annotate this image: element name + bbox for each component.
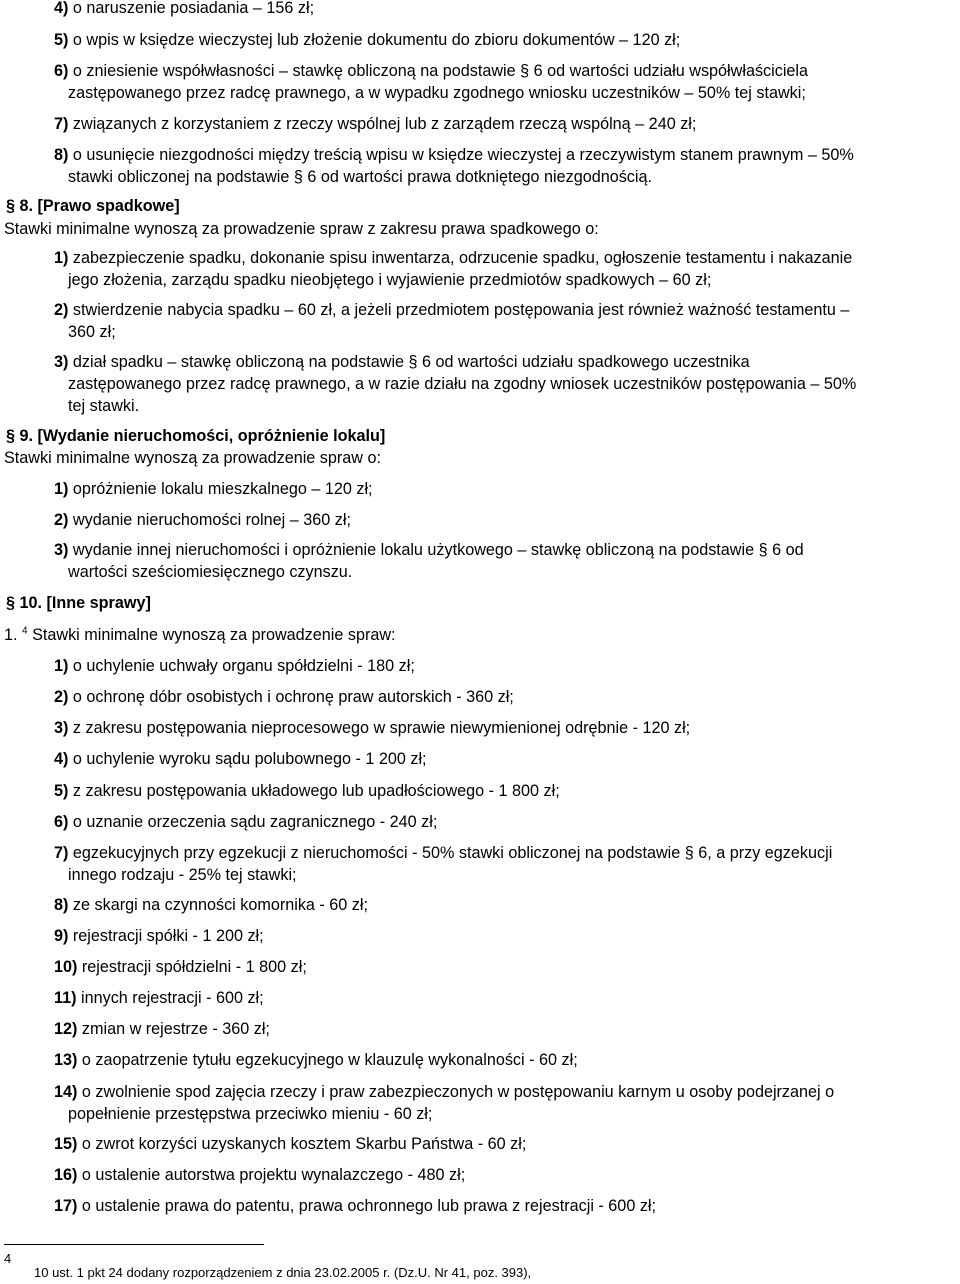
item-text-continuation: zastępowanego przez radcę prawnego, a w wypadku zgodnego wniosku uczestników – 50% tej stawki; xyxy=(68,84,806,102)
item-text: opróżnienie lokalu mieszkalnego – 120 zł; xyxy=(72,480,373,498)
item-text-continuation: wartości sześciomiesięcznego czynszu. xyxy=(68,563,353,581)
item-text: rejestracji spółdzielni - 1 800 zł; xyxy=(81,958,307,976)
item-text: o naruszenie posiadania – 156 zł; xyxy=(72,0,315,17)
item-number: 17) xyxy=(54,1197,78,1215)
item-number: 3) xyxy=(54,719,69,737)
item-text: z zakresu postępowania nieprocesowego w sprawie niewymienionej odrębnie - 120 zł; xyxy=(72,719,691,737)
list-item xyxy=(54,1081,957,1125)
item-text-continuation: innego rodzaju - 25% tej stawki; xyxy=(68,866,297,884)
list-item xyxy=(54,29,957,51)
item-text: o uchylenie uchwały organu spółdzielni - 180 zł; xyxy=(72,657,415,675)
list-item xyxy=(54,509,957,531)
item-number: 3) xyxy=(54,353,69,371)
item-text: ze skargi na czynności komornika - 60 zł; xyxy=(72,896,368,914)
list-item xyxy=(54,842,957,886)
footnote-ref: 4 xyxy=(22,625,28,637)
item-number: 5) xyxy=(54,31,69,49)
item-text-continuation: popełnienie przestępstwa przeciwko mieniu - 60 zł; xyxy=(68,1105,433,1123)
item-text: innych rejestracji - 600 zł; xyxy=(81,989,264,1007)
item-text: o zwolnienie spod zajęcia rzeczy i praw zabezpieczonych w postępowaniu karnym u osoby podejrzanej o xyxy=(81,1083,835,1101)
item-number: 8) xyxy=(54,146,69,164)
footnote-separator xyxy=(4,1244,264,1245)
list-item xyxy=(54,1195,957,1217)
list-item xyxy=(54,894,957,916)
list-item xyxy=(54,299,957,343)
item-number: 2) xyxy=(54,688,69,706)
item-number: 5) xyxy=(54,782,69,800)
list-item xyxy=(54,1049,957,1071)
item-text: o ustalenie prawa do patentu, prawa ochronnego lub prawa z rejestracji - 600 zł; xyxy=(81,1197,657,1215)
list-item xyxy=(54,655,957,677)
item-number: 7) xyxy=(54,844,69,862)
item-number: 11) xyxy=(54,989,77,1007)
list-item xyxy=(54,478,957,500)
paragraph-number: 1. xyxy=(4,626,18,644)
item-number: 10) xyxy=(54,958,78,976)
item-text: o uchylenie wyroku sądu polubownego - 1 200 zł; xyxy=(72,750,427,768)
section-heading: § 10. [Inne sprawy] xyxy=(6,594,151,612)
item-text: o zniesienie współwłasności – stawkę obliczoną na podstawie § 6 od wartości udziału współwłaściciela xyxy=(72,62,809,80)
item-number: 7) xyxy=(54,115,69,133)
item-text: o uznanie orzeczenia sądu zagranicznego - 240 zł; xyxy=(72,813,438,831)
section-intro: Stawki minimalne wynoszą za prowadzenie spraw o: xyxy=(4,449,381,467)
item-text: o zwrot korzyści uzyskanych kosztem Skarbu Państwa - 60 zł; xyxy=(81,1135,527,1153)
item-text: egzekucyjnych przy egzekucji z nieruchomości - 50% stawki obliczonej na podstawie § 6, a przy egzekucji xyxy=(72,844,833,862)
list-item xyxy=(54,144,957,188)
item-number: 1) xyxy=(54,480,69,498)
item-number: 2) xyxy=(54,511,69,529)
footnote-text: 10 ust. 1 pkt 24 dodany rozporządzeniem z dnia 23.02.2005 r. (Dz.U. Nr 41, poz. 393), xyxy=(34,1265,532,1280)
item-number: 12) xyxy=(54,1020,78,1038)
section-intro xyxy=(4,624,396,646)
item-number: 6) xyxy=(54,62,69,80)
list-item xyxy=(54,811,957,833)
item-text-continuation: stawki obliczonej na podstawie § 6 od wartości prawa dotkniętego niezgodnością. xyxy=(68,168,652,186)
list-item xyxy=(54,748,957,770)
item-number: 13) xyxy=(54,1051,78,1069)
list-item xyxy=(54,717,957,739)
item-number: 1) xyxy=(54,657,69,675)
list-item xyxy=(54,247,957,291)
item-text: rejestracji spółki - 1 200 zł; xyxy=(72,927,264,945)
item-text: o wpis w księdze wieczystej lub złożenie dokumentu do zbioru dokumentów – 120 zł; xyxy=(72,31,681,49)
item-number: 2) xyxy=(54,301,69,319)
item-number: 14) xyxy=(54,1083,78,1101)
item-text-continuation: jego złożenia, zarządu spadku nieobjętego i wyjawienie przedmiotów spadkowych – 60 zł; xyxy=(68,271,712,289)
footnote-mark: 4 xyxy=(4,1251,12,1266)
item-number: 1) xyxy=(54,249,69,267)
item-text-continuation: zastępowanego przez radcę prawnego, a w razie działu na zgodny wniosek uczestników postępowania – 50% xyxy=(68,375,857,393)
item-text: o ochronę dóbr osobistych i ochronę praw autorskich - 360 zł; xyxy=(72,688,514,706)
item-number: 3) xyxy=(54,541,69,559)
list-item xyxy=(54,686,957,708)
list-item xyxy=(54,60,957,104)
list-item xyxy=(54,539,957,583)
item-text: o zaopatrzenie tytułu egzekucyjnego w klauzulę wykonalności - 60 zł; xyxy=(81,1051,578,1069)
item-number: 4) xyxy=(54,0,69,17)
list-item xyxy=(54,956,957,978)
section-heading: § 9. [Wydanie nieruchomości, opróżnienie lokalu] xyxy=(6,427,386,445)
list-item xyxy=(54,0,957,19)
section-intro: Stawki minimalne wynoszą za prowadzenie spraw z zakresu prawa spadkowego o: xyxy=(4,220,599,238)
list-item xyxy=(54,1133,957,1155)
item-text-continuation: tej stawki. xyxy=(68,397,140,415)
item-text: zmian w rejestrze - 360 zł; xyxy=(81,1020,270,1038)
item-number: 8) xyxy=(54,896,69,914)
item-number: 4) xyxy=(54,750,69,768)
section-heading: § 8. [Prawo spadkowe] xyxy=(6,197,180,215)
item-text: o ustalenie autorstwa projektu wynalazczego - 480 zł; xyxy=(81,1166,466,1184)
list-item xyxy=(54,780,957,802)
item-text: dział spadku – stawkę obliczoną na podstawie § 6 od wartości udziału spadkowego uczestnika xyxy=(72,353,750,371)
item-text: stwierdzenie nabycia spadku – 60 zł, a jeżeli przedmiotem postępowania jest również ważność testamentu – xyxy=(72,301,850,319)
item-text: zabezpieczenie spadku, dokonanie spisu inwentarza, odrzucenie spadku, ogłoszenie testamentu i nakazanie xyxy=(72,249,853,267)
list-item xyxy=(54,987,957,1009)
item-number: 6) xyxy=(54,813,69,831)
item-text-continuation: 360 zł; xyxy=(68,323,116,341)
list-item xyxy=(54,1018,957,1040)
list-item xyxy=(54,1164,957,1186)
intro-text: Stawki minimalne wynoszą za prowadzenie spraw: xyxy=(32,626,396,644)
list-item xyxy=(54,925,957,947)
item-number: 16) xyxy=(54,1166,78,1184)
item-number: 15) xyxy=(54,1135,78,1153)
item-number: 9) xyxy=(54,927,69,945)
item-text: o usunięcie niezgodności między treścią wpisu w księdze wieczystej a rzeczywistym stanem prawnym – 50% xyxy=(72,146,854,164)
list-item xyxy=(54,351,957,417)
item-text: wydanie innej nieruchomości i opróżnienie lokalu użytkowego – stawkę obliczoną na podstawie § 6 od xyxy=(72,541,804,559)
item-text: z zakresu postępowania układowego lub upadłościowego - 1 800 zł; xyxy=(72,782,560,800)
item-text: związanych z korzystaniem z rzeczy wspólnej lub z zarządem rzeczą wspólną – 240 zł; xyxy=(72,115,697,133)
item-text: wydanie nieruchomości rolnej – 360 zł; xyxy=(72,511,351,529)
list-item xyxy=(54,113,957,135)
